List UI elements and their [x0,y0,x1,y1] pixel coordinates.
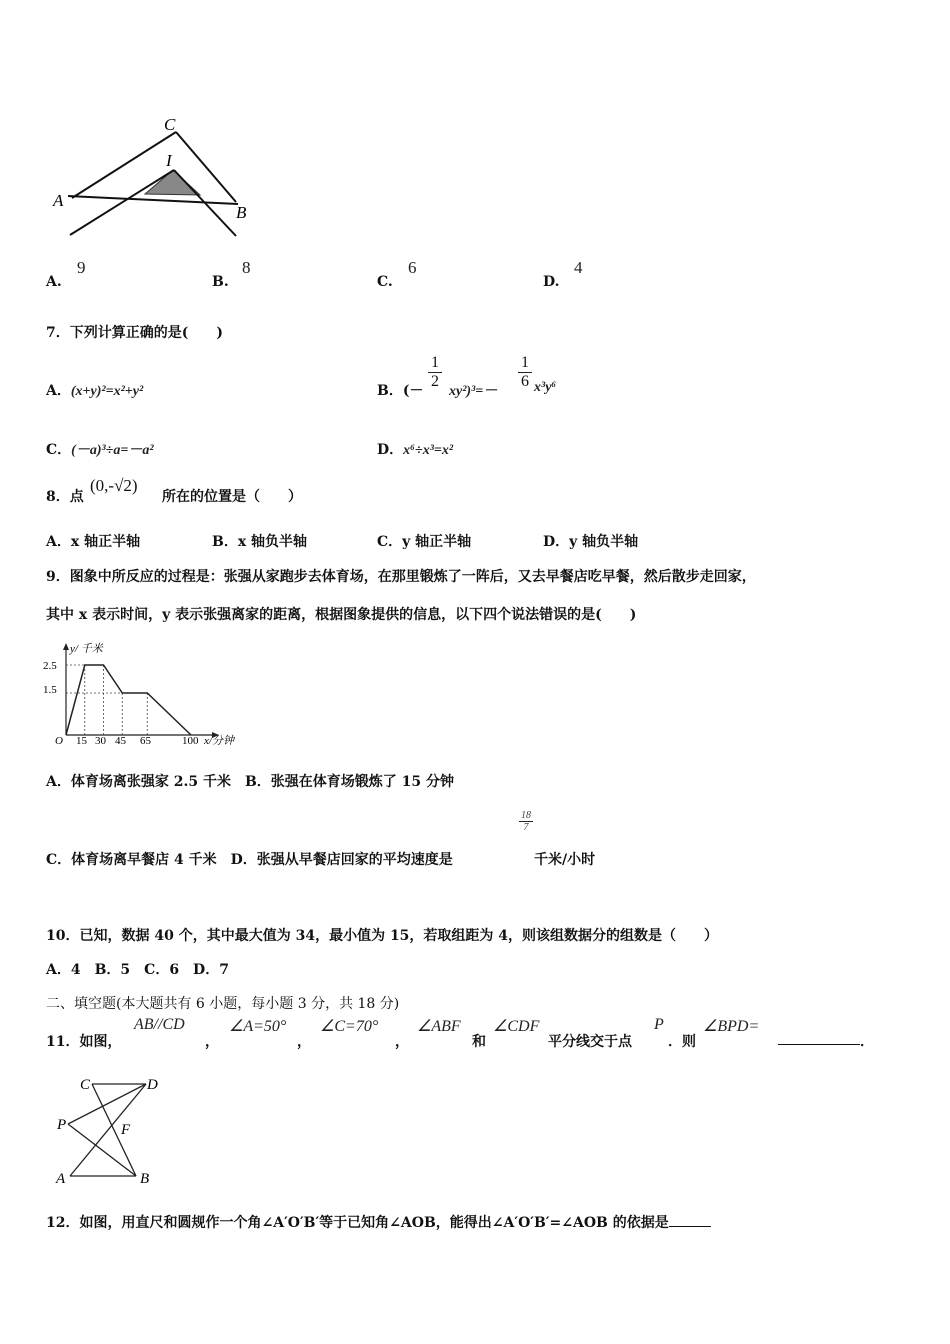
y-tick-2-5: 2.5 [43,660,57,672]
q10-stem: 10．已知，数据 40 个，其中最大值为 34，最小值为 15，若取组距为 4，则该组数据分的组数是（ ） [46,928,719,944]
q11-angle-abf: ∠ABF [417,1018,461,1035]
q7-option-a-letter: A． [46,383,71,399]
q9-option-d-fraction [519,810,533,833]
fig-label-d: D [147,1077,158,1093]
q8-prefix: 8．点 [46,489,84,505]
q7-option-c[interactable] [46,439,154,459]
y-axis-label: y/ 千米 [70,643,103,655]
q8-option-a[interactable]: A．x 轴正半轴 [46,534,141,550]
q12-stem [46,1212,711,1232]
q11-figure [52,1072,172,1190]
x-axis-label: x/分钟 [204,735,234,747]
x-tick-100: 100 [182,735,199,747]
q8-option-c[interactable]: C．y 轴正半轴 [377,534,472,550]
q7-option-b-frac1 [428,354,442,391]
q7-option-a-expr: (x+y)²=x²+y² [70,384,144,399]
x-tick-30: 30 [95,735,106,747]
q11-mid: 平分线交于点 [548,1034,632,1050]
q11-prefix: 11．如图， [46,1034,122,1050]
q7-option-c-letter: C． [46,442,72,458]
q6-option-b-value: 8 [242,258,251,277]
x-tick-labels [76,735,199,747]
q6-option-d-letter: D. [543,274,560,290]
q11-comma-3: ， [395,1034,409,1050]
q8-suffix: 所在的位置是（ ） [162,489,302,505]
frac1-num: 1 [431,354,439,371]
q9-options-ab[interactable]: A．体育场离张强家 2.5 千米 B．张强在体育场锻炼了 15 分钟 [46,774,455,790]
q6-option-a-letter: A. [46,274,62,290]
frac2-den: 6 [518,372,532,391]
label-i: I [166,151,172,170]
q7-option-b-mid: xy²)³=－ [449,384,498,399]
q7-option-d-letter: D． [377,442,404,458]
label-c: C [164,115,176,134]
fig-label-b: B [140,1171,150,1187]
distance-line [66,665,191,735]
q11-angle-c: ∠C=70° [320,1018,379,1035]
q9-distance-time-graph [42,640,252,752]
q8-option-d[interactable]: D．y 轴负半轴 [543,534,639,550]
line-ai-ext [70,170,174,235]
q9-stem-line1: 9．图象中所反应的过程是：张强从家跑步去体育场，在那里锻炼了一阵后，又去早餐店吃早餐，然后散步走回家， [46,569,756,585]
frac2-num: 1 [521,354,529,371]
fig-label-c: C [80,1077,91,1093]
frac1-den: 2 [428,372,442,391]
q9-stem-line2: 其中 x 表示时间，y 表示张强离家的距离，根据图象提供的信息，以下四个说法错误的是( ) [46,607,637,623]
q6-option-d-value: 4 [574,258,583,277]
q11-then: ．则 [668,1034,696,1050]
label-a: A [53,191,64,210]
line-ab [68,196,238,204]
frac-den: 7 [519,821,533,833]
x-tick-65: 65 [140,735,151,747]
x-tick-15: 15 [76,735,87,747]
section-heading: 二、填空题(本大题共有 6 小题，每小题 3 分，共 18 分) [46,996,400,1012]
q7-option-b-tail: x³y⁶ [534,380,557,395]
q7-option-a[interactable] [46,380,143,400]
q11-angle-a: ∠A=50° [229,1018,287,1035]
q9-options-cd[interactable]: C．体育场离早餐店 4 千米 D．张强从早餐店回家的平均速度是 [46,852,453,868]
line-ad [70,1084,146,1176]
x-tick-45: 45 [115,735,126,747]
frac-num: 18 [521,810,531,821]
q7-option-d[interactable] [377,439,453,459]
q11-comma-2: ， [297,1034,311,1050]
q11-end: ． [860,1034,874,1050]
y-tick-1-5: 1.5 [43,684,57,696]
q7-option-b-frac2 [518,354,532,391]
q12-stem-text: 12．如图，用直尺和圆规作一个角∠A′O′B′等于已知角∠AOB，能得出∠A′O′B′=∠AOB 的依据是 [46,1215,669,1231]
q11-angle-cdf: ∠CDF [493,1018,540,1035]
q8-option-b[interactable]: B．x 轴负半轴 [212,534,308,550]
q6-option-a-value: 9 [77,258,86,277]
q6-option-b-letter: B. [212,274,229,290]
q11-point-p: P [654,1016,664,1033]
q12-answer-blank[interactable] [669,1212,711,1227]
triangle-figure [50,110,265,245]
q11-parallel: AB//CD [134,1016,185,1033]
y-axis-arrow [63,643,69,650]
q11-and: 和 [472,1034,486,1050]
guide-lines [66,665,147,735]
q11-answer-blank[interactable] [778,1044,860,1045]
fig-label-p: P [57,1117,67,1133]
q7-stem: 7．下列计算正确的是( ) [46,325,223,341]
q6-option-c-letter: C. [377,274,393,290]
q7-option-d-expr: x⁶÷x³=x² [403,443,454,458]
q11-comma-1: ， [205,1034,219,1050]
q6-option-c-value: 6 [408,258,417,277]
q7-option-b-letter: B．(－ [377,383,424,399]
q8-point: (0,-√2) [90,476,138,495]
q7-option-c-expr: (－a)³÷a=－a² [71,443,154,458]
origin-label: O [55,735,63,747]
label-b: B [236,203,247,222]
q9-options-cd-unit: 千米/小时 [534,852,596,868]
q11-angle-bpd: ∠BPD= [703,1018,760,1035]
fig-label-a: A [56,1171,66,1187]
q10-options[interactable]: A．4 B．5 C．6 D．7 [46,962,229,978]
fig-label-f: F [121,1122,131,1138]
y-tick-labels [43,660,57,696]
